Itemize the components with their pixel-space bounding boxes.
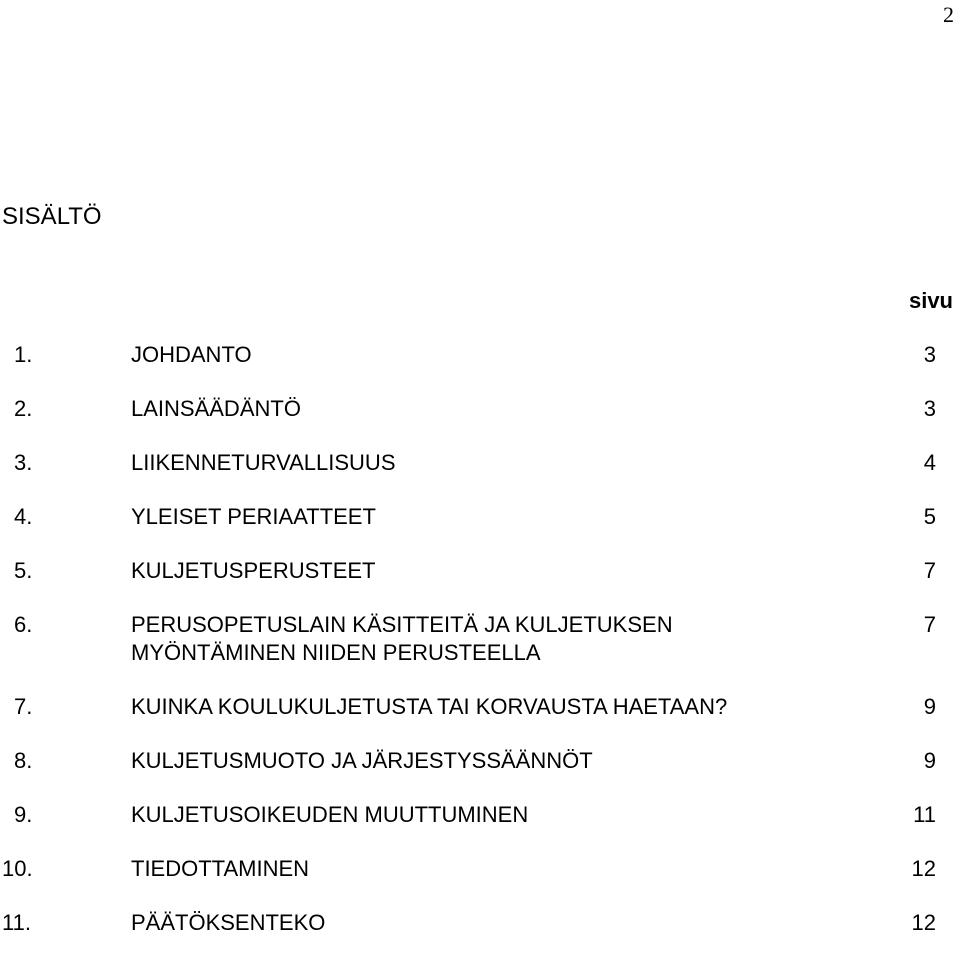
toc-entry-number: 3. xyxy=(14,450,33,475)
toc-entry-2 xyxy=(0,395,960,423)
toc-entry-page: 12 xyxy=(911,910,936,935)
toc-entry-title: JOHDANTO xyxy=(131,342,252,367)
toc-entry-title: LAINSÄÄDÄNTÖ xyxy=(131,396,301,421)
toc-entry-1 xyxy=(0,341,960,369)
toc-entry-page: 12 xyxy=(911,856,936,881)
toc-entry-title: LIIKENNETURVALLISUUS xyxy=(131,450,396,475)
toc-entry-page: 5 xyxy=(923,504,936,529)
page-column-label: sivu xyxy=(908,288,953,313)
toc-entry-6 xyxy=(0,611,960,667)
toc-entry-8 xyxy=(0,747,960,775)
toc-entry-page: 11 xyxy=(913,802,936,827)
toc-entry-number: 6. xyxy=(14,612,33,637)
toc-heading: SISÄLTÖ xyxy=(2,203,102,230)
toc-entry-3 xyxy=(0,449,960,477)
toc-entry-number: 5. xyxy=(14,558,33,583)
toc-entry-5 xyxy=(0,557,960,585)
toc-entry-11 xyxy=(0,909,960,937)
toc-entry-4 xyxy=(0,503,960,531)
toc-entry-page: 4 xyxy=(923,450,936,475)
toc-entry-title: TIEDOTTAMINEN xyxy=(131,856,310,881)
toc-entry-title: PÄÄTÖKSENTEKO xyxy=(131,910,326,935)
toc-entry-title: KULJETUSPERUSTEET xyxy=(131,558,376,583)
toc-entry-9 xyxy=(0,801,960,829)
toc-entry-number: 7. xyxy=(14,694,33,719)
toc-entry-number: 8. xyxy=(14,748,33,773)
toc-list xyxy=(0,341,960,963)
page-number: 2 xyxy=(943,2,954,27)
toc-entry-number: 10. xyxy=(2,856,33,881)
toc-entry-page: 9 xyxy=(923,694,936,719)
toc-entry-page: 3 xyxy=(923,342,936,367)
toc-entry-number: 11. xyxy=(2,910,31,935)
toc-entry-title: KULJETUSMUOTO JA JÄRJESTYSSÄÄNNÖT xyxy=(131,748,593,773)
toc-entry-number: 1. xyxy=(14,342,33,367)
toc-entry-title: YLEISET PERIAATTEET xyxy=(131,504,376,529)
toc-entry-page: 3 xyxy=(923,396,936,421)
toc-entry-title: KUINKA KOULUKULJETUSTA TAI KORVAUSTA HAETAAN? xyxy=(131,694,728,719)
toc-entry-page: 9 xyxy=(923,748,936,773)
toc-entry-number: 2. xyxy=(14,396,33,421)
toc-entry-number: 4. xyxy=(14,504,33,529)
toc-entry-page: 7 xyxy=(923,558,936,583)
toc-entry-title: KULJETUSOIKEUDEN MUUTTUMINEN xyxy=(131,802,529,827)
toc-entry-10 xyxy=(0,855,960,883)
toc-entry-page: 7 xyxy=(923,612,936,637)
toc-entry-title: PERUSOPETUSLAIN KÄSITTEITÄ JA KULJETUKSEN MYÖNTÄMINEN NIIDEN PERUSTEELLA xyxy=(131,612,673,665)
toc-entry-number: 9. xyxy=(14,802,33,827)
toc-entry-7 xyxy=(0,693,960,721)
